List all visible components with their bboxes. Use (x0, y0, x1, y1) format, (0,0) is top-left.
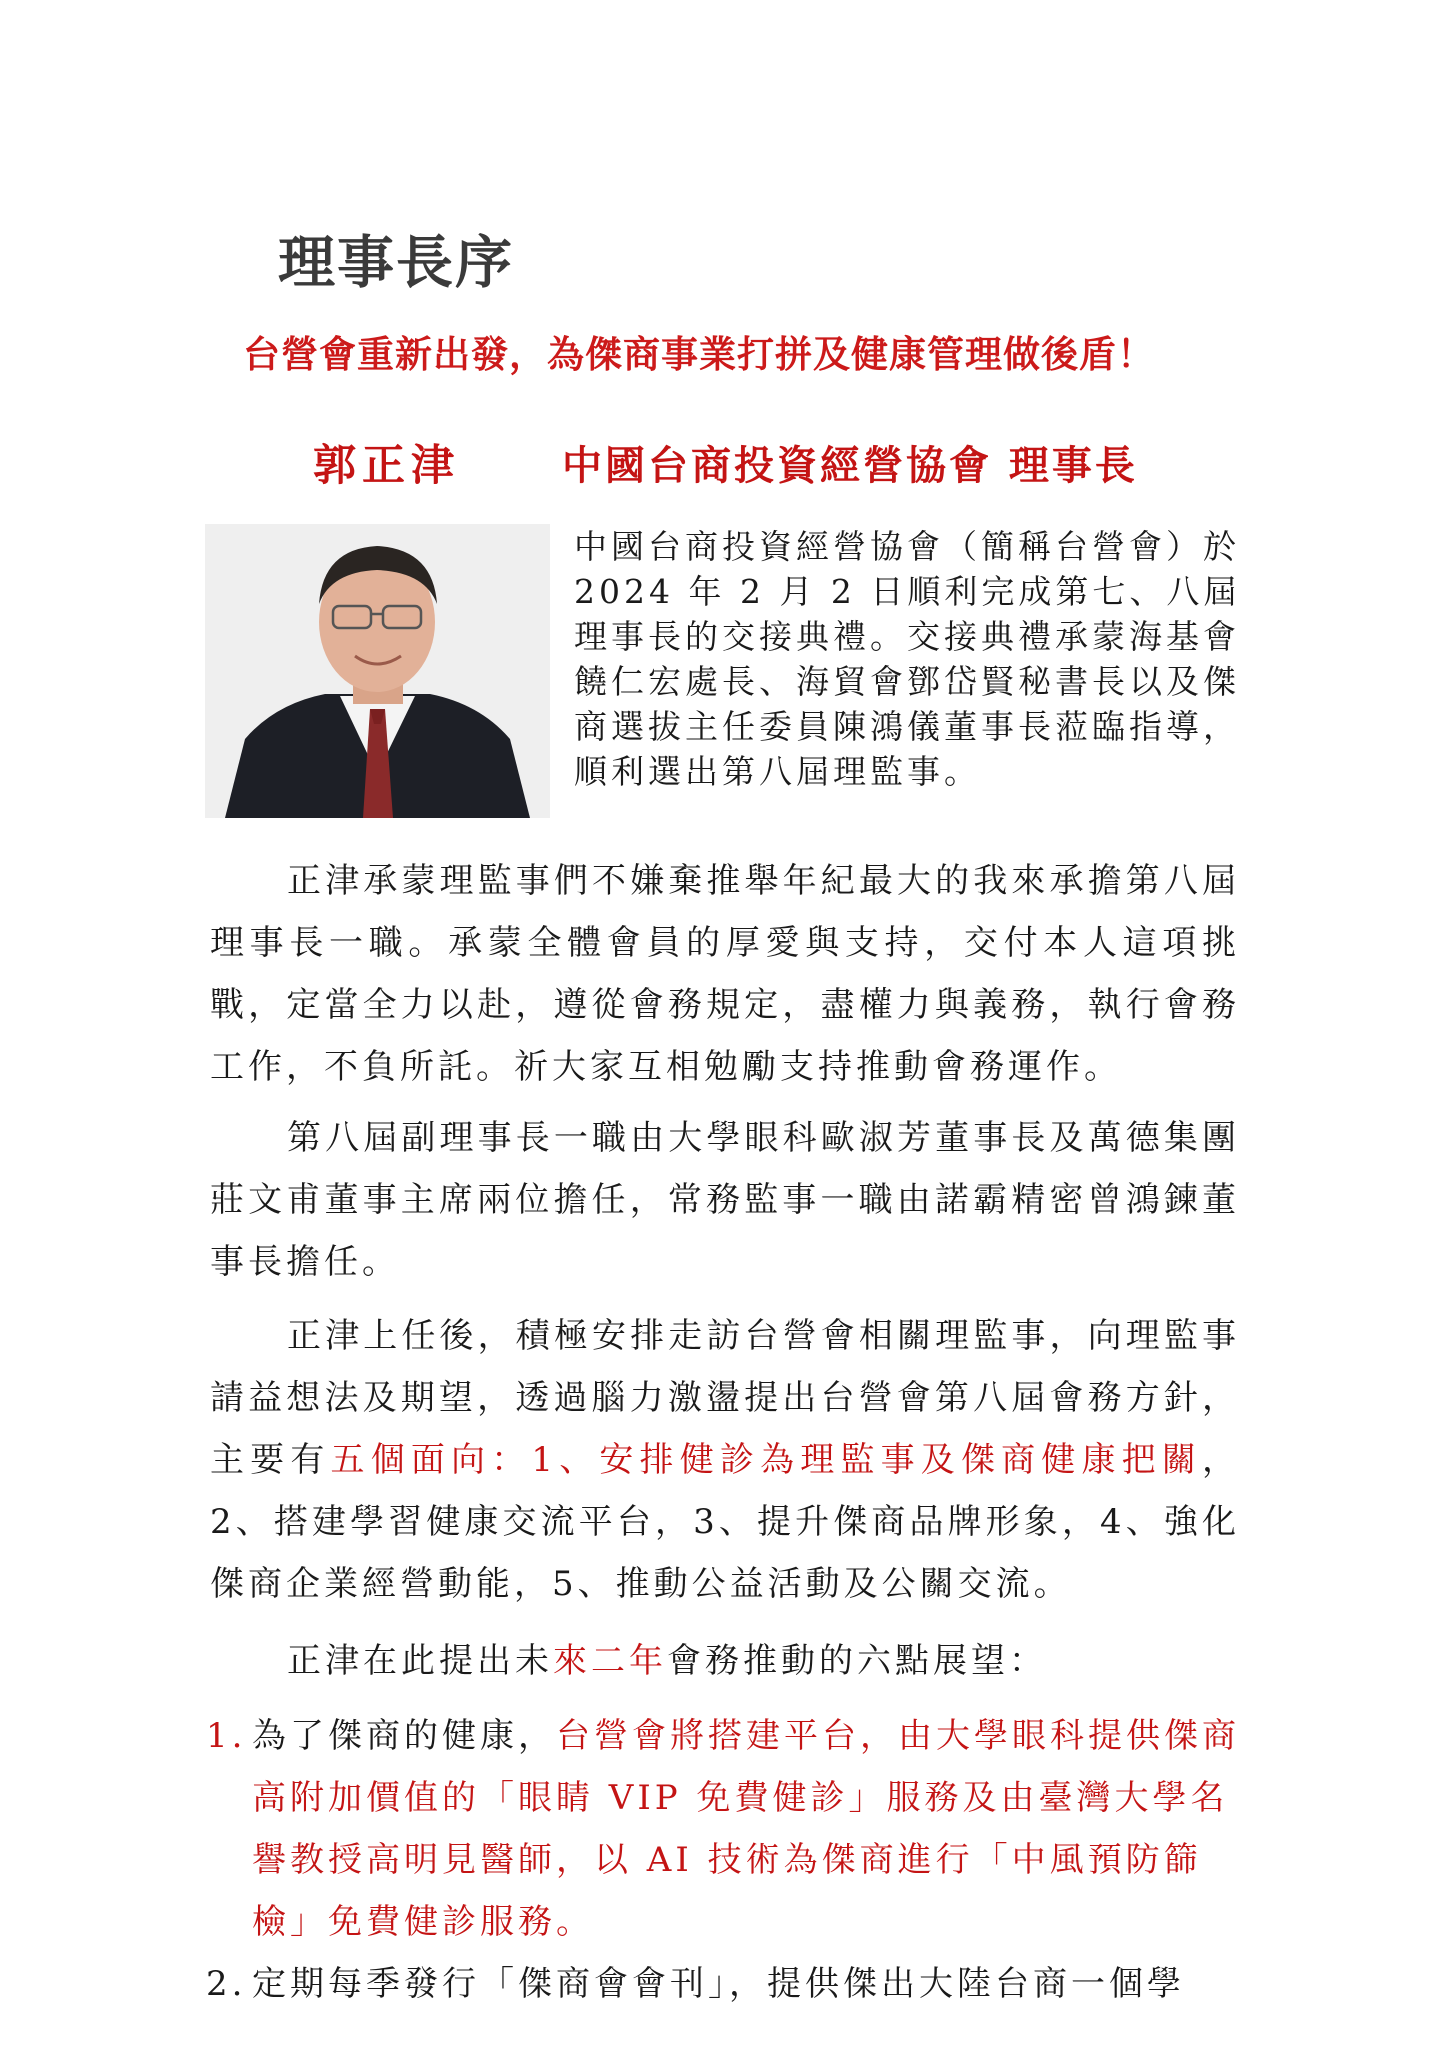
list-item-text: 為了傑商的健康， (252, 1716, 556, 1756)
author-title: 中國台商投資經營協會 理事長 (562, 442, 1138, 489)
intro-paragraph: 中國台商投資經營協會（簡稱台營會）於 2024 年 2 月 2 日順利完成第七、八屆理事長的交接典禮。交接典禮承蒙海基會饒仁宏處長、海貿會鄧岱賢秘書長以及傑商選拔主任委員陳鴻儀董事長蒞臨指導，順利選出第八屆理監事。 (574, 527, 1241, 791)
portrait-illustration (205, 524, 550, 818)
paragraph-3-highlight: 五個面向：1、安排健診為理監事及傑商健康把關 (330, 1440, 1202, 1480)
list-item-text: 定期每季發行「傑商會會刊」，提供傑出大陸台商一個學 (252, 1964, 1185, 2004)
author-portrait-photo (205, 524, 550, 818)
list-item-highlight: 台營會將搭建平台，由大學眼科提供傑商高附加價值的「眼睛 VIP 免費健診」服務及由臺灣大學名譽教授高明見醫師，以 AI 技術為傑商進行「中風預防篩檢」免費健診服務。 (252, 1716, 1240, 1942)
paragraph-4-text-a: 正津在此提出未 (287, 1641, 553, 1681)
list-item-number: 2. (206, 1964, 247, 2004)
author-name: 郭正津 (313, 441, 460, 491)
paragraph-3-text-b: ，2、搭建學習健康交流平台，3、提升傑商品牌形象，4、強化傑商企業經營動能，5、推動公益活動及公關交流。 (210, 1440, 1240, 1604)
paragraph-3-text-a: 正津上任後，積極安排走訪台營會相關理監事，向理監事請益想法及期望，透過腦力激盪提出台營會第八屆會務方針，主要有 (210, 1316, 1240, 1480)
paragraph-1: 正津承蒙理監事們不嫌棄推舉年紀最大的我來承擔第八屆理事長一職。承蒙全體會員的厚愛與支持，交付本人這項挑戰，定當全力以赴，遵從會務規定，盡權力與義務，執行會務工作，不負所託。祈大家互相勉勵支持推動會務運作。 (210, 861, 1240, 1087)
list-item-number: 1. (206, 1716, 247, 1756)
page-subtitle: 台營會重新出發，為傑商事業打拼及健康管理做後盾！ (243, 333, 1155, 376)
paragraph-3 (210, 1305, 1240, 1615)
paragraph-4-highlight: 來二年 (553, 1641, 667, 1681)
page-title: 理事長序 (278, 230, 514, 296)
paragraph-2: 第八屆副理事長一職由大學眼科歐淑芳董事長及萬德集團莊文甫董事主席兩位擔任，常務監事一職由諾霸精密曾鴻鍊董事長擔任。 (210, 1118, 1240, 1282)
author-byline (0, 436, 1449, 496)
outlook-list (206, 1705, 1256, 2015)
paragraph-4-text-b: 會務推動的六點展望： (667, 1641, 1047, 1681)
list-item (206, 1705, 1256, 1953)
paragraph-4 (210, 1630, 1240, 1692)
list-item (206, 1953, 1256, 2015)
